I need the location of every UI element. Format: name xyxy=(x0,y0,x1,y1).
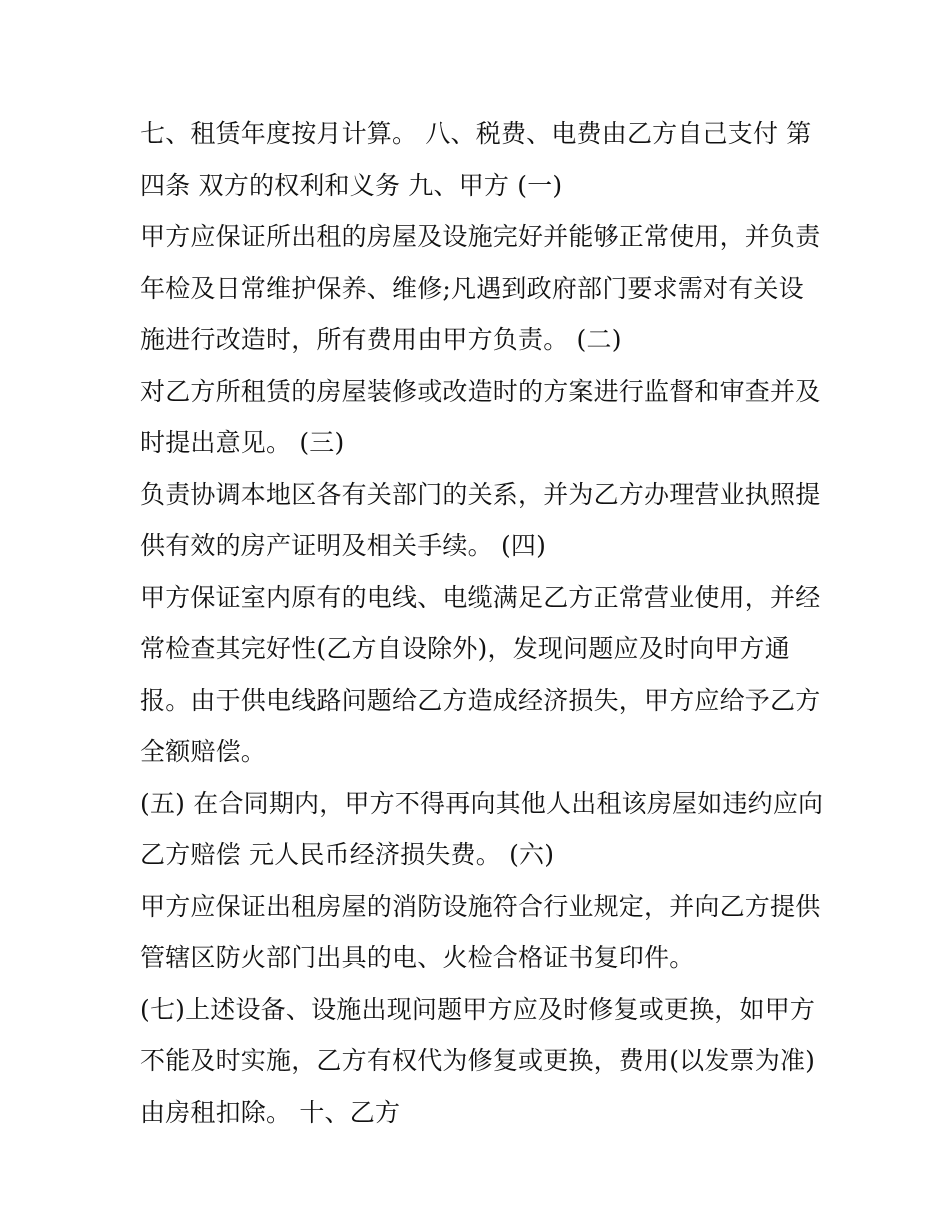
text-line: (五) 在合同期内，甲方不得再向其他人出租该房屋如违约应向 xyxy=(140,788,824,818)
text-line: 时提出意见。 (三) xyxy=(140,428,345,457)
text-line: 常检查其完好性(乙方自设除外)，发现问题应及时向甲方通 xyxy=(140,634,790,663)
text-line: 七、租赁年度按月计算。 八、税费、电费由乙方自己支付 第 xyxy=(140,119,812,148)
document-body xyxy=(140,108,824,1138)
text-line: 对乙方所租赁的房屋装修或改造时的方案进行监督和审查并及 xyxy=(140,376,821,406)
text-line: 报。由于供电线路问题给乙方造成经济损失，甲方应给予乙方 xyxy=(140,685,821,715)
text-line: 甲方应保证出租房屋的消防设施符合行业规定，并向乙方提供 xyxy=(140,891,821,921)
text-line: 乙方赔偿 元人民币经济损失费。 (六) xyxy=(140,840,555,869)
text-line: 管辖区防火部门出具的电、火检合格证书复印件。 xyxy=(140,943,695,972)
text-line: 甲方应保证所出租的房屋及设施完好并能够正常使用，并负责 xyxy=(140,222,821,251)
text-line: 供有效的房产证明及相关手续。 (四) xyxy=(140,531,547,560)
text-line: 负责协调本地区各有关部门的关系，并为乙方办理营业执照提 xyxy=(140,479,821,509)
text-line: 全额赔偿。 xyxy=(140,737,267,766)
text-line: 不能及时实施，乙方有权代为修复或更换，费用(以发票为准) xyxy=(140,1046,816,1075)
text-line: (七)上述设备、设施出现问题甲方应及时修复或更换，如甲方 xyxy=(140,994,816,1024)
text-line: 施进行改造时，所有费用由甲方负责。 (二) xyxy=(140,325,622,354)
text-line: 年检及日常维护保养、维修;凡遇到政府部门要求需对有关设 xyxy=(140,273,804,303)
text-line: 甲方保证室内原有的电线、电缆满足乙方正常营业使用，并经 xyxy=(140,582,821,612)
text-line: 由房租扣除。 十、乙方 xyxy=(140,1097,401,1127)
text-line: 四条 双方的权利和义务 九、甲方 (一) xyxy=(140,170,563,200)
